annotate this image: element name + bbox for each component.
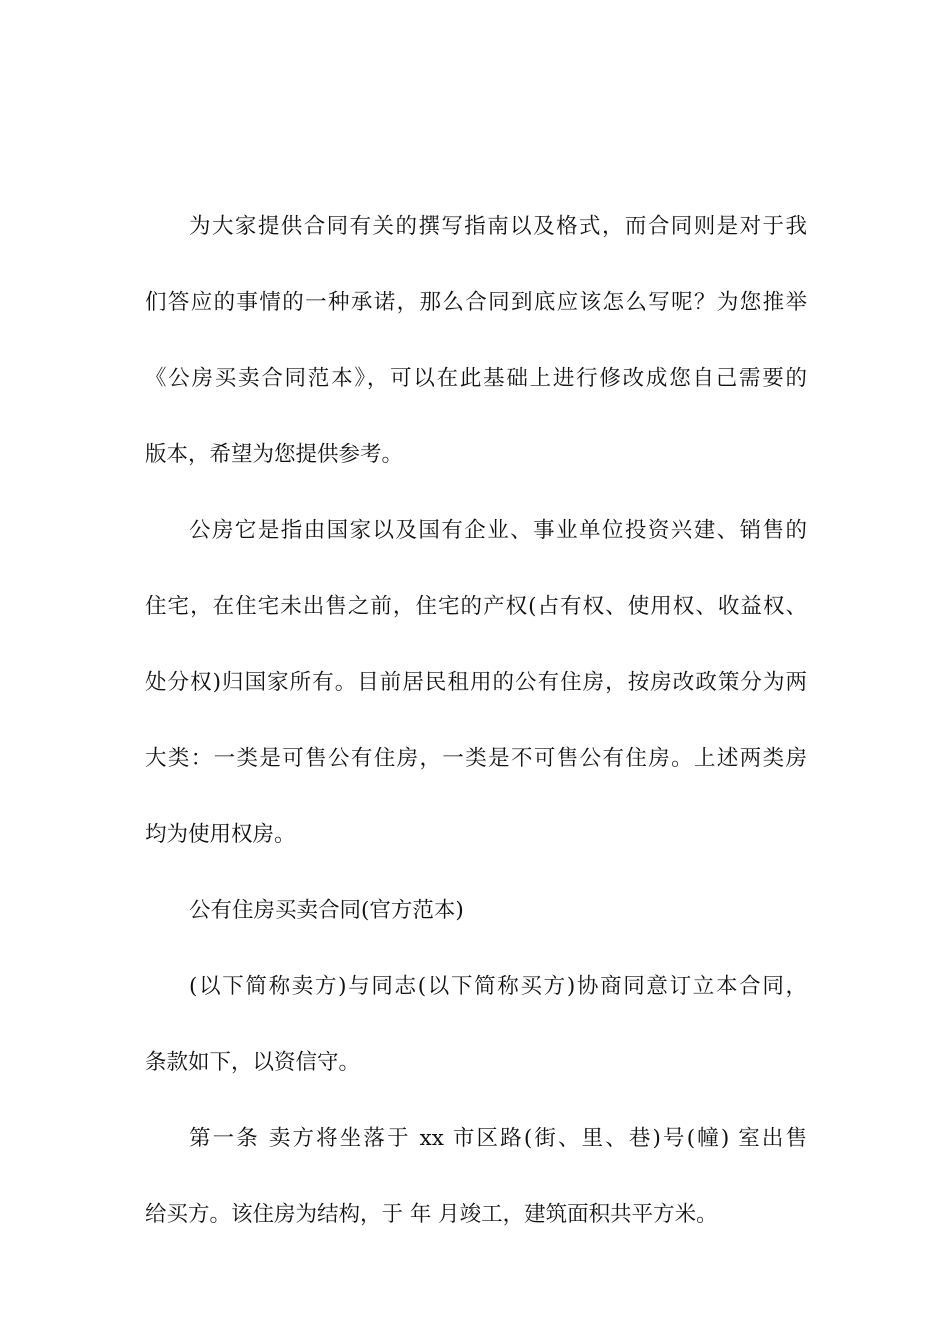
paragraph-definition-line-2: 住宅，在住宅未出售之前，住宅的产权(占有权、使用权、收益权、: [145, 594, 807, 619]
paragraph-definition-line-3: 处分权)归国家所有。目前居民租用的公有住房，按房改政策分为两: [145, 670, 807, 695]
paragraph-intro-line-1: 为大家提供合同有关的撰写指南以及格式，而合同则是对于我: [189, 214, 807, 239]
paragraph-definition-line-1: 公房它是指由国家以及国有企业、事业单位投资兴建、销售的: [189, 518, 807, 543]
paragraph-intro-line-3: 《公房买卖合同范本》，可以在此基础上进行修改成您自己需要的: [145, 366, 807, 391]
contract-title: 公有住房买卖合同(官方范本): [189, 898, 464, 923]
paragraph-definition-line-4: 大类：一类是可售公有住房，一类是不可售公有住房。上述两类房: [145, 746, 807, 771]
paragraph-parties-line-2: 条款如下，以资信守。: [145, 1050, 361, 1075]
contract-body-text: [145, 195, 807, 1259]
paragraph-definition-line-5: 均为使用权房。: [145, 822, 296, 847]
paragraph-intro-line-4: 版本，希望为您提供参考。: [145, 442, 404, 467]
paragraph-intro-line-2: 们答应的事情的一种承诺，那么合同到底应该怎么写呢？为您推举: [145, 290, 807, 315]
article-one-line-1: 第一条 卖方将坐落于 xx 市区路(街、里、巷)号(幢) 室出售: [189, 1126, 807, 1151]
article-one-line-2: 给买方。该住房为结构，于 年 月竣工，建筑面积共平方米。: [145, 1202, 718, 1227]
paragraph-parties-line-1: (以下简称卖方)与同志(以下简称买方)协商同意订立本合同，: [189, 974, 807, 999]
